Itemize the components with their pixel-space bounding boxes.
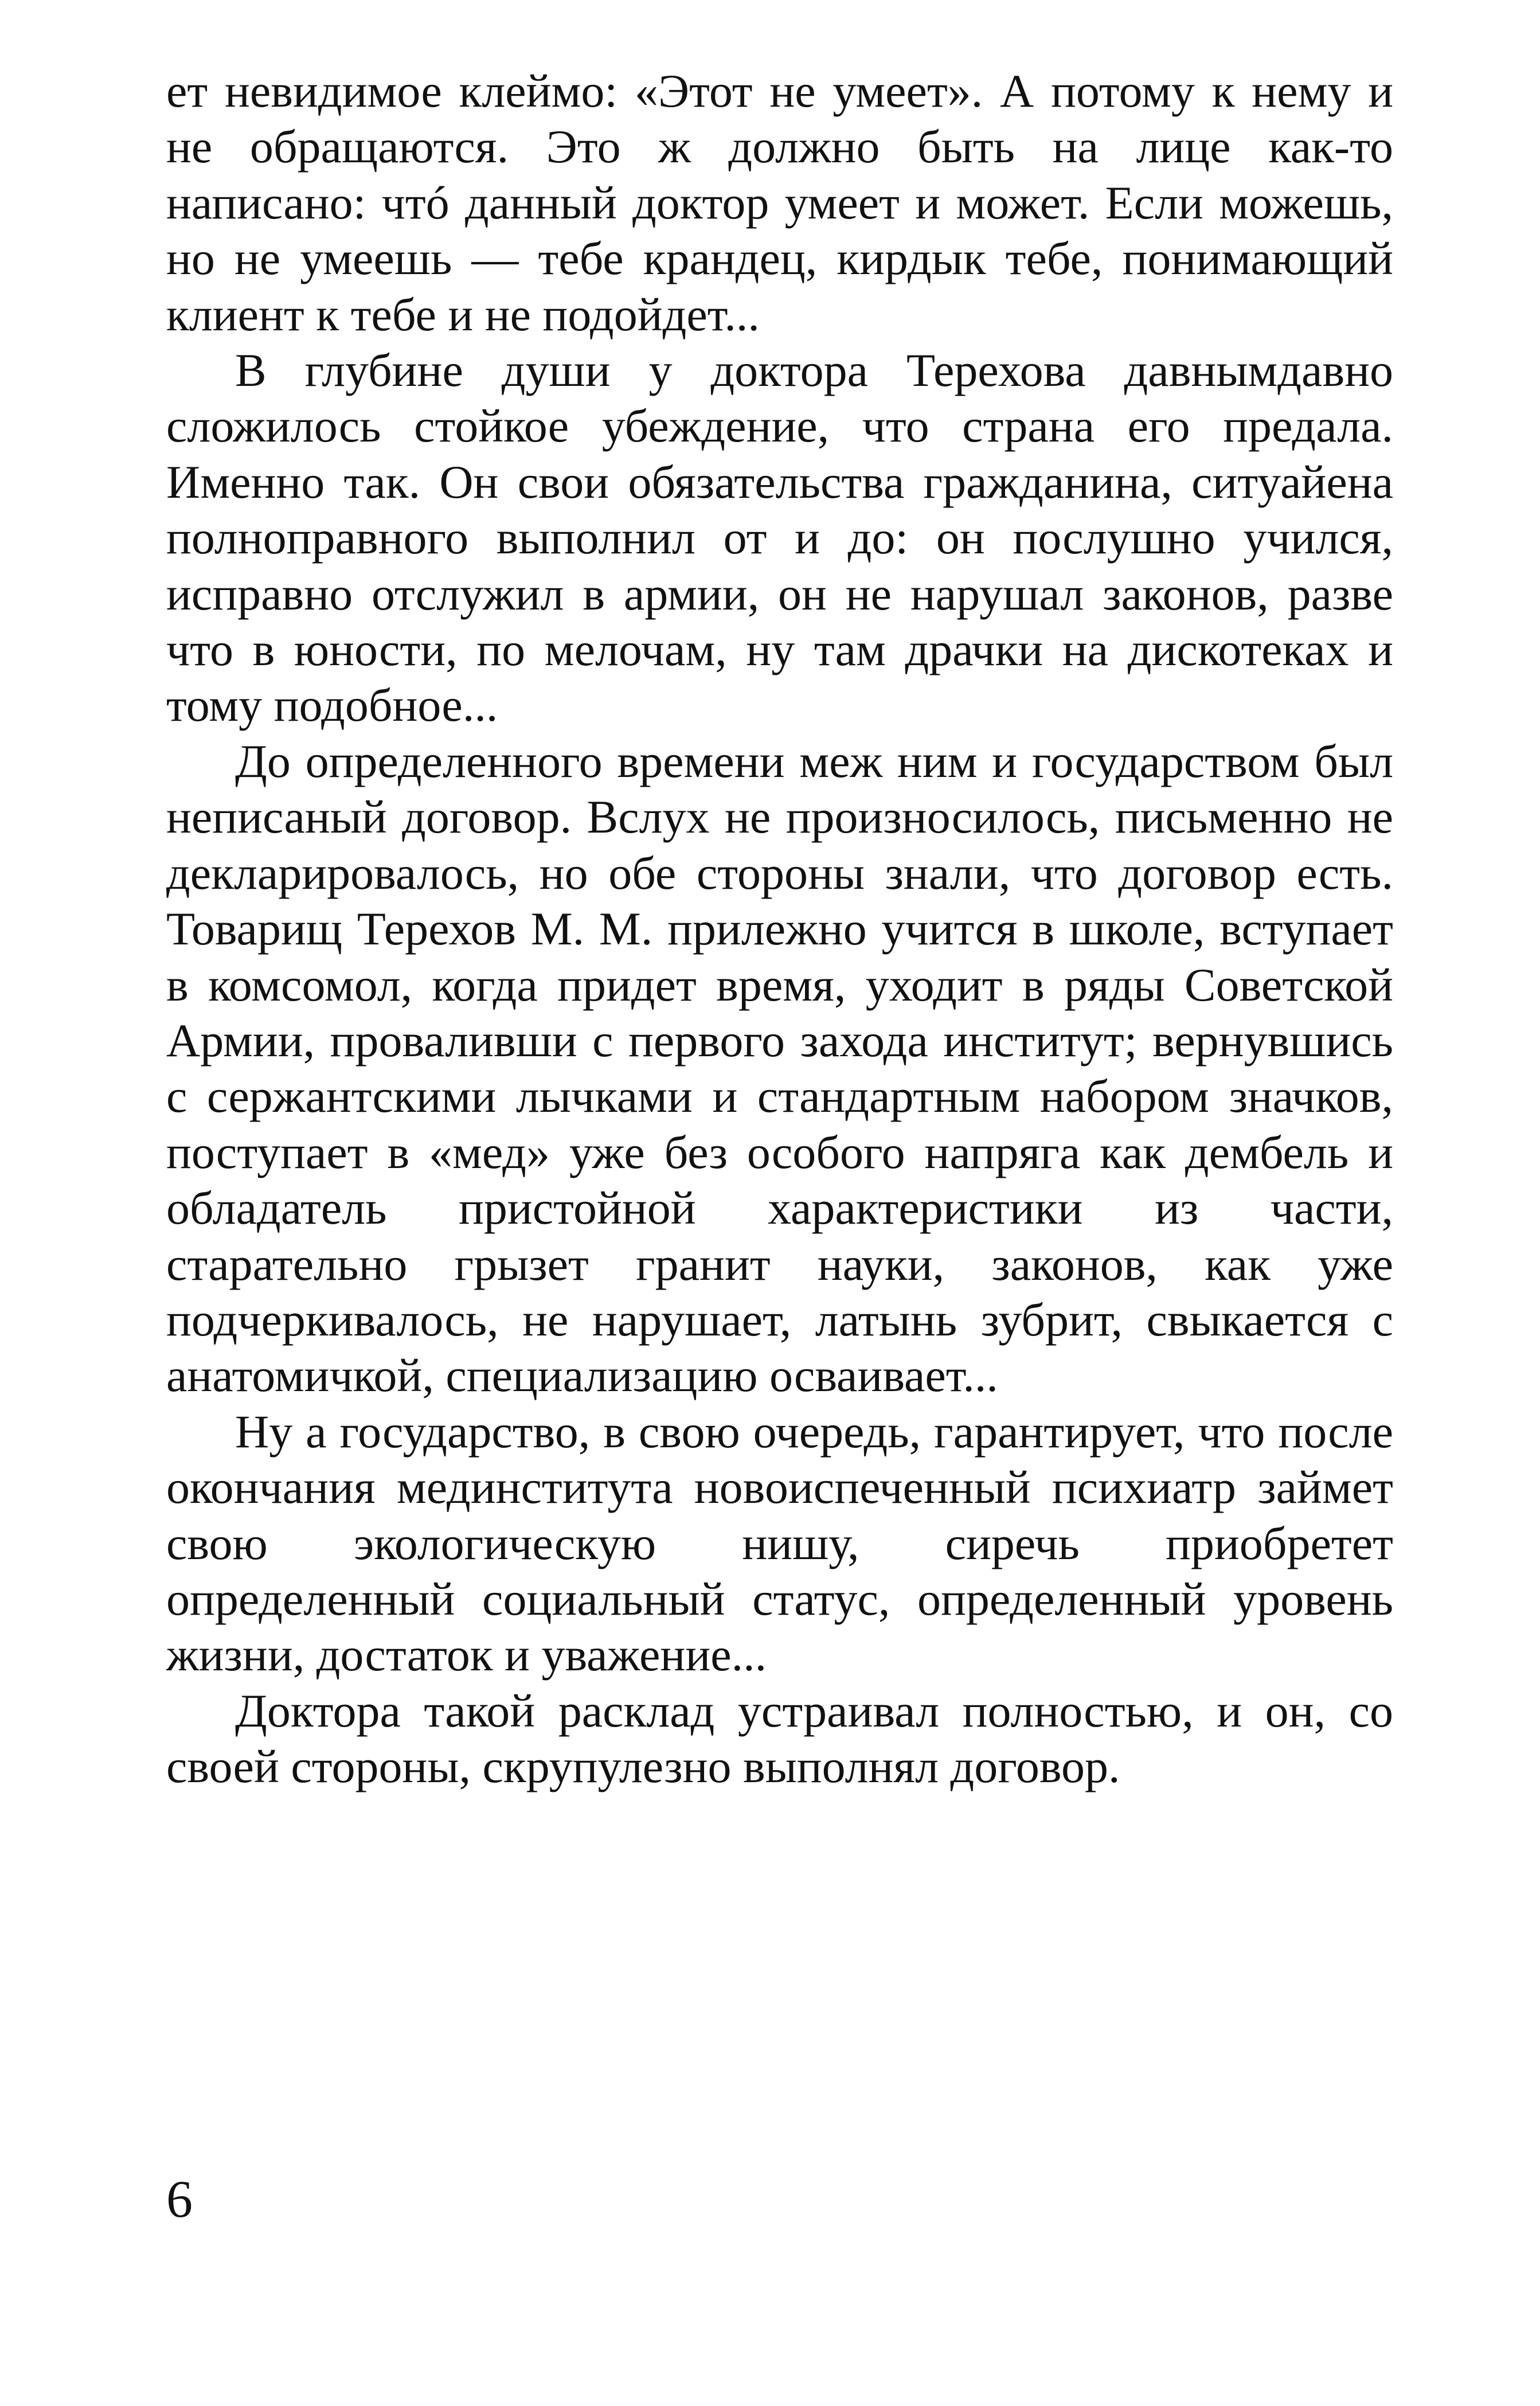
paragraph: В глубине души у доктора Терехова давнымдавно сложилось стойкое убеждение, что страна его предала. Именно так. Он свои обязательства гражданина, ситуайена полноправного выполнил от и до: он послушно учился, исправно отслужил в армии, он не нарушал законов, разве что в юности, по мелочам, ну там драчки на дискотеках и тому подобное...	[166, 344, 1393, 732]
paragraph: Ну а государство, в свою очередь, гарантирует, что после окончания мединститута новоиспеченный психиатр займет свою экологическую нишу, сиречь приобретет определенный социальный статус, определенный уровень жизни, достаток и уважение...	[166, 1405, 1393, 1681]
page-number: 6	[166, 2170, 193, 2228]
paragraph: До определенного времени меж ним и государством был неписаный договор. Вслух не произносилось, письменно не декларировалось, но обе стороны знали, что договор есть. Товарищ Терехов М. М. прилежно учится в школе, вступает в комсомол, когда придет время, уходит в ряды Советской Армии, проваливши с первого захода институт; вернувшись с сержантскими лычками и стандартным набором значков, поступает в «мед» уже без особого напряга как дембель и обладатель пристойной характеристики из части, старательно грызет гранит науки, законов, как уже подчеркивалось, не нарушает, латынь зубрит, свыкается с анатомичкой, специализацию осваивает...	[166, 735, 1393, 1402]
paragraph: Доктора такой расклад устраивал полностью, и он, со своей стороны, скрупулезно выполнял договор.	[166, 1684, 1393, 1793]
body-text	[166, 63, 1393, 1795]
paragraph-continuation: ет невидимое клеймо: «Этот не умеет». А потому к нему и не обращаются. Это ж должно быть на лице как-то написано: чтó данный доктор умеет и может. Если можешь, но не умеешь — тебе крандец, кирдык тебе, понимающий клиент к тебе и не подойдет...	[166, 65, 1393, 341]
